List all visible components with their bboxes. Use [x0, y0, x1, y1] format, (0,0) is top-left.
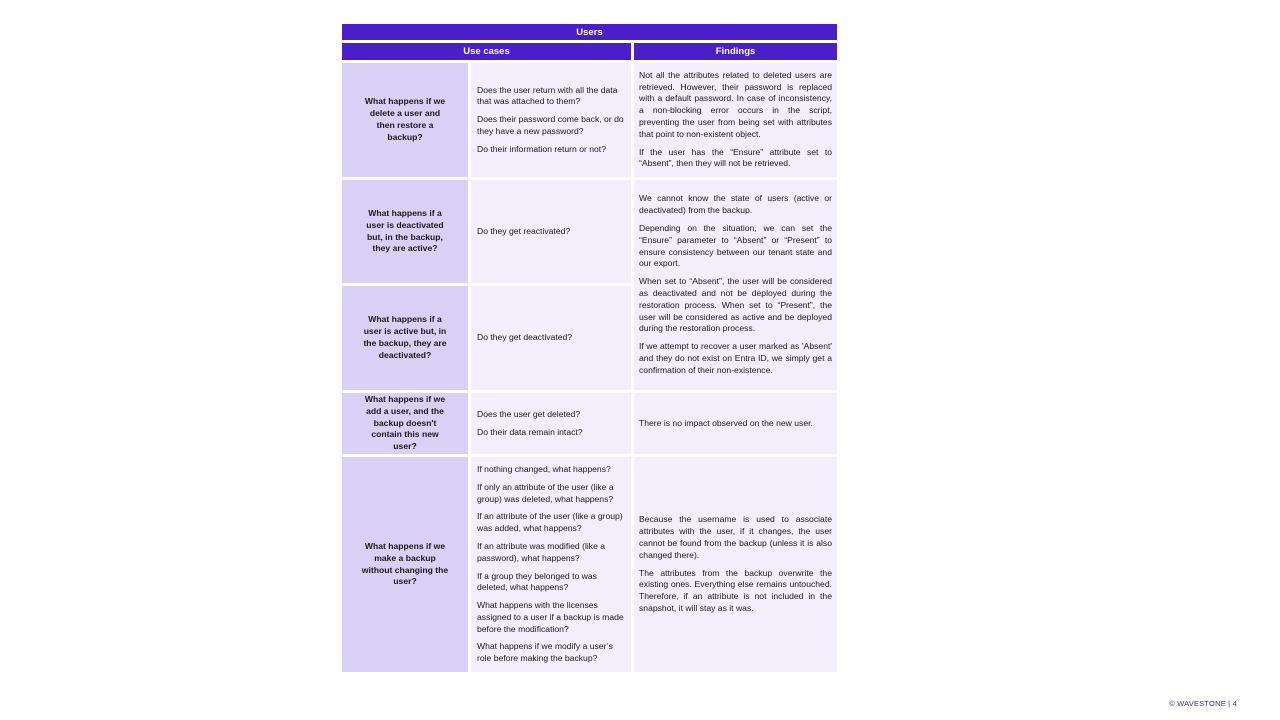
footer-copyright: © WAVESTONE | 4 — [1169, 699, 1237, 708]
sub-questions-cell — [471, 393, 631, 454]
sub-question: If only an attribute of the user (like a group) was deleted, what happens? — [477, 481, 614, 504]
question-cell-delete-restore: What happens if we delete a user and then restore a backup? — [342, 63, 468, 177]
finding-paragraph: If we attempt to recover a user marked as 'Absent' and they do not exist on Entra ID, we simply get a confirmation of their non-existence. — [639, 341, 832, 375]
sub-questions-cell — [471, 457, 631, 672]
question-cell-deactivated: What happens if a user is deactivated but, in the backup, they are active? — [342, 180, 468, 283]
sub-questions-cell — [471, 286, 631, 390]
question-cell-backup-unchanged: What happens if we make a backup without changing the user? — [342, 457, 468, 672]
sub-question: Does the user get deleted? — [477, 408, 581, 419]
finding-paragraph: Because the username is used to associate attributes with the user, if it changes, the user cannot be found from the backup (unless it is also changed there). — [639, 514, 832, 560]
finding-paragraph: If the user has the “Ensure” attribute set to “Absent”, then they will not be retrieved. — [639, 146, 832, 169]
finding-cell-delete-restore — [634, 63, 837, 177]
sub-question: Does the user return with all the data that was attached to them? — [477, 84, 618, 107]
finding-paragraph: Depending on the situation, we can set the “Ensure” parameter to “Absent” or “Present” to ensure consistency between our tenant state and our export. — [639, 223, 832, 269]
finding-paragraph: There is no impact observed on the new user. — [639, 417, 813, 428]
table-title: Users — [342, 24, 837, 40]
sub-question: What happens with the licenses assigned to a user if a backup is made before the modification? — [477, 600, 624, 634]
sub-question: If a group they belonged to was deleted, what happens? — [477, 570, 597, 593]
sub-question: If an attribute of the user (like a group) was added, what happens? — [477, 511, 623, 534]
finding-paragraph: We cannot know the state of users (active or deactivated) from the backup. — [639, 193, 832, 216]
sub-questions-cell — [471, 63, 631, 177]
finding-cell-add-user — [634, 393, 837, 454]
finding-cell-backup-unchanged — [634, 457, 837, 672]
sub-question: Do their information return or not? — [477, 143, 606, 154]
sub-questions-cell — [471, 180, 631, 283]
sub-question: If nothing changed, what happens? — [477, 463, 611, 474]
question-cell-add-user: What happens if we add a user, and the backup doesn't contain this new user? — [342, 393, 468, 454]
finding-paragraph: When set to “Absent”, the user will be considered as deactivated and not be deployed during the restoration process. When set to “Present”, the user will be considered as active and be deployed during the restoration process. — [639, 276, 832, 334]
sub-question: If an attribute was modified (like a password), what happens? — [477, 540, 606, 563]
sub-question: Do their data remain intact? — [477, 426, 583, 437]
sub-question: Do they get reactivated? — [477, 225, 571, 236]
findings-header: Findings — [634, 43, 837, 60]
question-cell-active: What happens if a user is active but, in the backup, they are deactivated? — [342, 286, 468, 390]
use-cases-header: Use cases — [342, 43, 631, 60]
sub-question: Does their password come back, or do they have a new password? — [477, 114, 624, 136]
finding-paragraph: Not all the attributes related to deleted users are retrieved. However, their password is replaced with a default password. In case of inconsistency, a non-blocking error occurs in the script, preventing the user from being set with attributes that point to non-existent object. — [639, 69, 832, 139]
finding-paragraph: The attributes from the backup overwrite the existing ones. Everything else remains untouched. Therefore, if an attribute is not included in the snapshot, it will stay as it was. — [639, 567, 832, 613]
finding-cell-activation-state — [634, 180, 837, 390]
sub-question: What happens if we modify a user’s role before making the backup? — [477, 641, 613, 664]
sub-question: Do they get deactivated? — [477, 332, 573, 343]
